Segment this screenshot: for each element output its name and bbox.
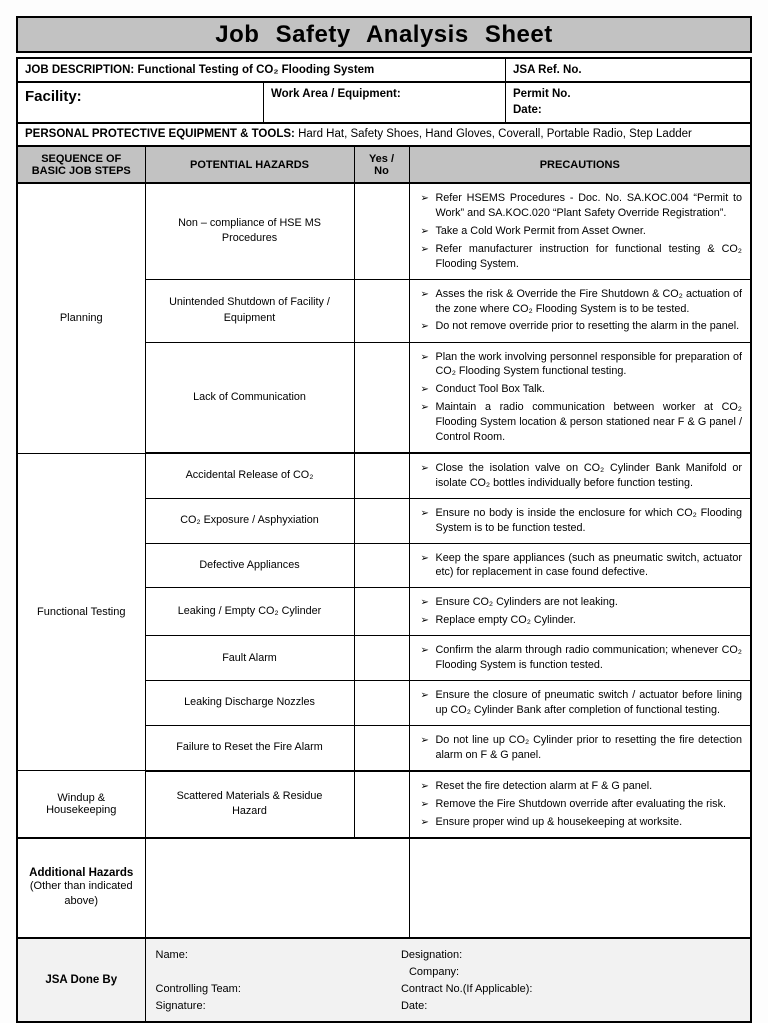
additional-hazards-cell: [18, 838, 145, 938]
arrow-bullet-icon: ➢: [420, 402, 429, 414]
precaution-text: Confirm the alarm through radio communication; whenever CO₂ Flooding System is function tested.: [435, 644, 742, 672]
precaution-item: [414, 242, 745, 272]
precautions-cell: [409, 342, 750, 453]
additional-precautions-entry-cell: [409, 838, 750, 938]
arrow-bullet-icon: ➢: [420, 225, 429, 237]
name-label: Name:: [155, 948, 188, 961]
yes-no-cell: [354, 279, 409, 342]
jsa-done-by-fields-cell: [145, 938, 750, 1021]
precaution-item: [414, 688, 745, 718]
precautions-cell: [409, 543, 750, 588]
job-description-value: Functional Testing of CO₂ Flooding System: [137, 64, 375, 76]
arrow-bullet-icon: ➢: [420, 507, 429, 519]
precaution-text: Ensure the closure of pneumatic switch / actuator before lining up CO₂ Cylinder Bank after completion of functional testing.: [435, 689, 742, 717]
jsa-table: [18, 147, 750, 1021]
hazard-cell: Non – compliance of HSE MS Procedures: [145, 183, 354, 279]
arrow-bullet-icon: ➢: [420, 243, 429, 255]
hazard-cell: Unintended Shutdown of Facility / Equipment: [145, 279, 354, 342]
precaution-text: Ensure proper wind up & housekeeping at worksite.: [435, 815, 683, 828]
precaution-item: [414, 643, 745, 673]
arrow-bullet-icon: ➢: [420, 615, 429, 627]
work-area-label: Work Area / Equipment:: [271, 88, 401, 100]
step-cell-windup-housekeeping: Windup & Housekeeping: [18, 771, 145, 838]
facility-label: Facility:: [25, 88, 82, 105]
arrow-bullet-icon: ➢: [420, 552, 429, 564]
facility-cell: [18, 83, 263, 122]
facility-row: [18, 83, 750, 124]
permit-no-label: Permit No.: [513, 88, 571, 100]
yes-no-cell: [354, 681, 409, 726]
precaution-item: [414, 224, 745, 239]
hazard-cell: Scattered Materials & Residue Hazard: [145, 771, 354, 838]
arrow-bullet-icon: ➢: [420, 816, 429, 828]
arrow-bullet-icon: ➢: [420, 597, 429, 609]
precaution-text: Do not remove override prior to resetting the alarm in the panel.: [435, 320, 740, 333]
precaution-text: Take a Cold Work Permit from Asset Owner.: [435, 224, 646, 237]
yes-no-cell: [354, 636, 409, 681]
precaution-item: [414, 461, 745, 491]
precautions-cell: [409, 279, 750, 342]
additional-hazards-note: (Other than indicated above): [29, 879, 133, 907]
precaution-text: Ensure no body is inside the enclosure for which CO₂ Flooding System is to be function tested.: [435, 506, 742, 534]
job-description-cell: [18, 59, 505, 83]
jsa-sheet: [16, 57, 752, 1023]
job-description-label: JOB DESCRIPTION:: [25, 64, 135, 76]
arrow-bullet-icon: ➢: [420, 351, 429, 363]
arrow-bullet-icon: ➢: [420, 193, 429, 204]
table-row: [18, 183, 750, 279]
yes-no-cell: [354, 342, 409, 453]
jsa-ref-label: JSA Ref. No.: [513, 64, 582, 76]
table-row: [18, 771, 750, 838]
hazard-cell: Lack of Communication: [145, 342, 354, 453]
column-header-hazards: POTENTIAL HAZARDS: [145, 147, 354, 183]
ppe-value: Hard Hat, Safety Shoes, Hand Gloves, Coverall, Portable Radio, Step Ladder: [298, 128, 692, 140]
hazard-cell: CO₂ Exposure / Asphyxiation: [145, 498, 354, 543]
yes-no-cell: [354, 771, 409, 838]
precaution-text: Refer HSEMS Procedures - Doc. No. SA.KOC.004 “Permit to Work” and SA.KOC.020 “Plant Safety Override Registration”.: [435, 192, 742, 219]
precaution-text: Maintain a radio communication between worker at CO₂ Flooding System location & person stationed near F & G panel / Control Room.: [435, 401, 742, 444]
precaution-item: [414, 287, 745, 317]
precautions-cell: [409, 183, 750, 279]
company-label: Company:: [408, 965, 460, 978]
permit-cell: [505, 83, 750, 122]
precaution-text: Remove the Fire Shutdown override after evaluating the risk.: [435, 797, 726, 810]
precautions-cell: [409, 725, 750, 770]
precaution-item: [414, 191, 745, 221]
table-header-row: [18, 147, 750, 183]
arrow-bullet-icon: ➢: [420, 780, 429, 792]
additional-hazards-row: [18, 838, 750, 938]
arrow-bullet-icon: ➢: [420, 463, 429, 475]
date-label: Date:: [513, 103, 542, 116]
hazard-cell: Leaking Discharge Nozzles: [145, 681, 354, 726]
work-area-cell: [263, 83, 505, 122]
precaution-item: [414, 400, 745, 445]
column-header-steps: SEQUENCE OF BASIC JOB STEPS: [18, 147, 145, 183]
controlling-team-label: Controlling Team:: [155, 982, 241, 995]
precaution-text: Asses the risk & Override the Fire Shutdown & CO₂ actuation of the zone where CO₂ Flooding System is to be tested.: [435, 287, 742, 315]
job-description-row: [18, 59, 750, 83]
precaution-item: [414, 319, 745, 334]
precautions-cell: [409, 453, 750, 498]
contract-no-label: Contract No.(If Applicable):: [400, 982, 533, 995]
date-label-bottom: Date:: [400, 999, 428, 1012]
precaution-item: [414, 815, 745, 830]
yes-no-cell: [354, 725, 409, 770]
title-bar: [16, 16, 752, 53]
precautions-cell: [409, 636, 750, 681]
precaution-item: [414, 595, 745, 610]
additional-hazards-label: Additional Hazards: [29, 866, 134, 879]
column-header-yes-no: Yes / No: [354, 147, 409, 183]
ppe-row: [18, 124, 750, 147]
precaution-text: Replace empty CO₂ Cylinder.: [435, 614, 576, 627]
precaution-text: Conduct Tool Box Talk.: [435, 383, 545, 396]
additional-hazards-entry-cell: [145, 838, 409, 938]
yes-no-cell: [354, 543, 409, 588]
precautions-cell: [409, 588, 750, 636]
table-row: [18, 453, 750, 498]
ppe-label: PERSONAL PROTECTIVE EQUIPMENT & TOOLS:: [25, 128, 295, 140]
step-cell-functional-testing: Functional Testing: [18, 453, 145, 771]
precautions-cell: [409, 771, 750, 838]
jsa-done-by-row: [18, 938, 750, 1021]
precaution-item: [414, 551, 745, 581]
jsa-done-by-label-cell: JSA Done By: [18, 938, 145, 1021]
hazard-cell: Leaking / Empty CO₂ Cylinder: [145, 588, 354, 636]
precaution-item: [414, 779, 745, 794]
precaution-item: [414, 733, 745, 763]
page-title: Job Safety Analysis Sheet: [215, 20, 553, 48]
blank-line: [156, 964, 401, 981]
signature-label: Signature:: [155, 999, 206, 1012]
precaution-item: [414, 382, 745, 397]
precaution-item: [414, 797, 745, 812]
precaution-item: [414, 350, 745, 380]
precautions-cell: [409, 681, 750, 726]
precaution-text: Refer manufacturer instruction for functional testing & CO₂ Flooding System.: [435, 242, 742, 270]
arrow-bullet-icon: ➢: [420, 734, 429, 746]
precaution-text: Ensure CO₂ Cylinders are not leaking.: [435, 596, 618, 609]
jsa-ref-cell: [505, 59, 750, 83]
hazard-cell: Accidental Release of CO₂: [145, 453, 354, 498]
precaution-text: Plan the work involving personnel responsible for preparation of CO₂ Flooding System functional testing.: [435, 350, 742, 378]
designation-label: Designation:: [400, 948, 463, 961]
precaution-text: Do not line up CO₂ Cylinder prior to resetting the fire detection alarm on F & G panel.: [435, 733, 742, 761]
column-header-precautions: PRECAUTIONS: [409, 147, 750, 183]
arrow-bullet-icon: ➢: [420, 384, 429, 396]
yes-no-cell: [354, 498, 409, 543]
precaution-text: Keep the spare appliances (such as pneumatic switch, actuator etc) for replacement in case found defective.: [435, 551, 742, 579]
arrow-bullet-icon: ➢: [420, 321, 429, 333]
arrow-bullet-icon: ➢: [420, 798, 429, 810]
yes-no-cell: [354, 183, 409, 279]
yes-no-cell: [354, 453, 409, 498]
arrow-bullet-icon: ➢: [420, 645, 429, 657]
arrow-bullet-icon: ➢: [420, 288, 429, 300]
precaution-text: Close the isolation valve on CO₂ Cylinder Bank Manifold or isolate CO₂ bottles individually before function testing.: [435, 462, 742, 489]
yes-no-cell: [354, 588, 409, 636]
arrow-bullet-icon: ➢: [420, 690, 429, 702]
hazard-cell: Failure to Reset the Fire Alarm: [145, 725, 354, 770]
hazard-cell: Defective Appliances: [145, 543, 354, 588]
precaution-item: [414, 506, 745, 536]
precautions-cell: [409, 498, 750, 543]
precaution-text: Reset the fire detection alarm at F & G panel.: [435, 779, 653, 792]
precaution-item: [414, 613, 745, 628]
step-cell-planning: Planning: [18, 183, 145, 453]
hazard-cell: Fault Alarm: [145, 636, 354, 681]
